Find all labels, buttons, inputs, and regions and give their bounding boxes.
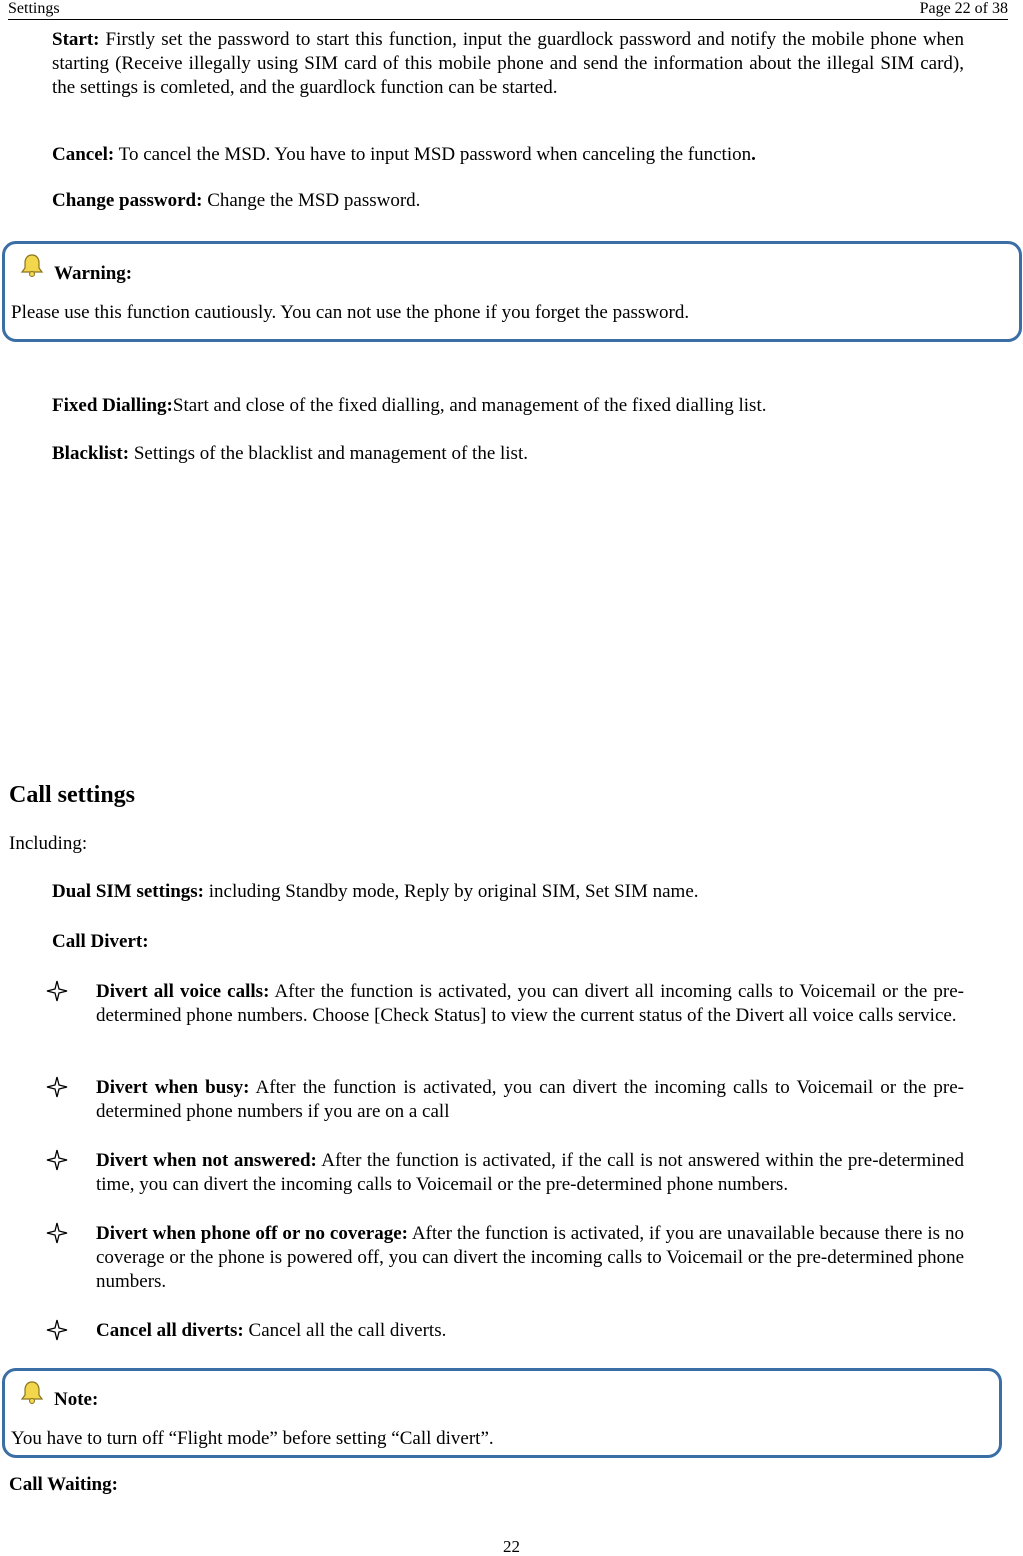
header-section-title: Settings bbox=[8, 0, 60, 17]
blacklist-label: Blacklist: bbox=[52, 443, 130, 464]
diamond-bullet-icon bbox=[46, 1319, 68, 1341]
blacklist-text: Settings of the blacklist and management of the list. bbox=[129, 443, 528, 464]
bullet-label: Divert when busy: bbox=[96, 1077, 250, 1098]
bullet-divert-no-coverage bbox=[9, 1222, 964, 1294]
dual-sim-text: including Standby mode, Reply by original SIM, Set SIM name. bbox=[204, 881, 699, 902]
bullet-label: Divert when not answered: bbox=[96, 1150, 317, 1171]
warning-box bbox=[2, 241, 1022, 342]
bullet-text: After the function is activated, you can divert the incoming calls to Voicemail or the pre-determined phone numbers if you are on a call bbox=[96, 1077, 965, 1122]
bell-icon bbox=[19, 252, 45, 278]
cancel-end: . bbox=[751, 144, 756, 165]
note-title: Note: bbox=[54, 1389, 99, 1410]
warning-text: Please use this function cautiously. You can not use the phone if you forget the password. bbox=[11, 302, 690, 323]
change-password-label: Change password: bbox=[52, 190, 203, 211]
diamond-bullet-icon bbox=[46, 1076, 68, 1098]
cancel-text: To cancel the MSD. You have to input MSD password when canceling the function bbox=[114, 144, 752, 165]
page-number: 22 bbox=[503, 1537, 520, 1556]
call-waiting-label: Call Waiting: bbox=[9, 1474, 118, 1495]
fixed-dialling-paragraph bbox=[52, 394, 964, 418]
start-text: Firstly set the password to start this function, input the guardlock password and notify the mobile phone when starting (Receive illegally using SIM card of this mobile phone and send the information about the illegal SIM card), the settings is comleted, and the guardlock function can be started. bbox=[52, 29, 964, 98]
bell-icon bbox=[19, 1379, 45, 1405]
bullet-text: Cancel all the call diverts. bbox=[243, 1320, 447, 1341]
bullet-cancel-diverts bbox=[9, 1319, 964, 1343]
note-text: You have to turn off “Flight mode” before setting “Call divert”. bbox=[11, 1428, 494, 1449]
bullet-text: After the function is activated, if the call is not answered within the pre-determined time, you can divert the incoming calls to Voicemail or the pre-determined phone numbers. bbox=[96, 1150, 964, 1195]
change-password-paragraph bbox=[52, 189, 964, 213]
diamond-bullet-icon bbox=[46, 980, 68, 1002]
cancel-label: Cancel: bbox=[52, 144, 115, 165]
blacklist-paragraph bbox=[52, 442, 964, 466]
fixed-dialling-text: Start and close of the fixed dialling, and management of the fixed dialling list. bbox=[172, 395, 767, 416]
bullet-divert-all bbox=[9, 980, 964, 1028]
warning-title: Warning: bbox=[54, 263, 133, 284]
diamond-bullet-icon bbox=[46, 1149, 68, 1171]
dual-sim-paragraph bbox=[52, 880, 964, 904]
header-page-count: Page 22 of 38 bbox=[919, 0, 1008, 17]
start-label: Start: bbox=[52, 29, 100, 50]
note-box bbox=[2, 1368, 1002, 1458]
call-divert-label: Call Divert: bbox=[52, 931, 149, 952]
call-divert-heading bbox=[52, 930, 964, 954]
dual-sim-label: Dual SIM settings: bbox=[52, 881, 205, 902]
change-password-text: Change the MSD password. bbox=[202, 190, 421, 211]
cancel-paragraph bbox=[52, 143, 964, 167]
diamond-bullet-icon bbox=[46, 1222, 68, 1244]
including-label: Including: bbox=[9, 833, 88, 854]
bullet-label: Divert when phone off or no coverage: bbox=[96, 1223, 408, 1244]
start-paragraph bbox=[52, 28, 964, 100]
bullet-text: After the function is activated, if you are unavailable because there is no coverage or the phone is powered off, you can divert the incoming calls to Voicemail or the pre-determined phone numbers. bbox=[96, 1223, 964, 1292]
bullet-label: Divert all voice calls: bbox=[96, 981, 270, 1002]
fixed-dialling-label: Fixed Dialling: bbox=[52, 395, 173, 416]
bullet-divert-busy bbox=[9, 1076, 964, 1124]
bullet-label: Cancel all diverts: bbox=[96, 1320, 244, 1341]
call-settings-heading: Call settings bbox=[9, 782, 135, 808]
bullet-divert-not-answered bbox=[9, 1149, 964, 1197]
header-divider bbox=[8, 19, 1008, 20]
bullet-text: After the function is activated, you can divert all incoming calls to Voicemail or the pre-determined phone numbers. Choose [Check Status] to view the current status of the Divert all voice calls service. bbox=[96, 981, 965, 1026]
